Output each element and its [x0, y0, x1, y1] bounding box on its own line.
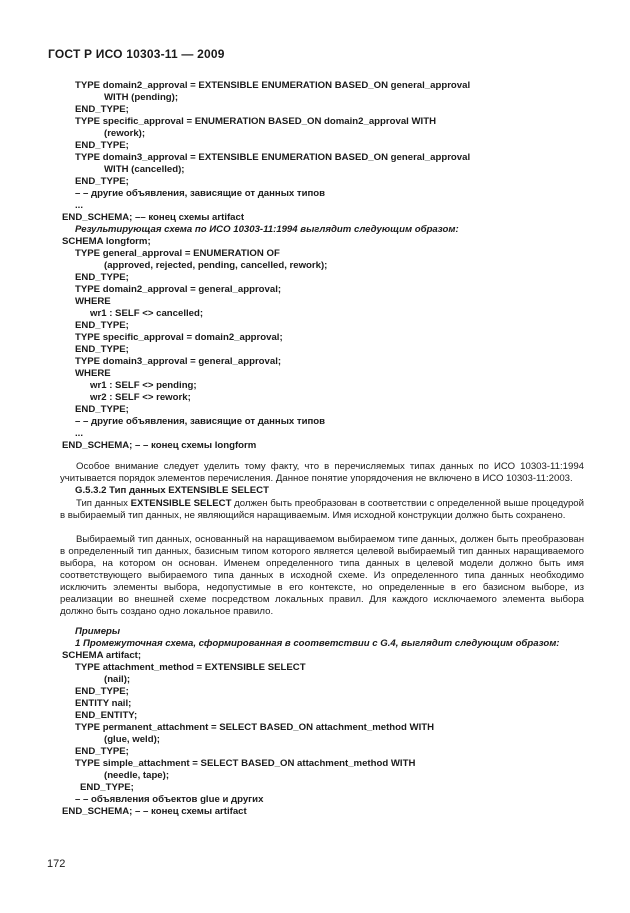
caption: Результирующая схема по ИСО 10303-11:1994 выглядит следующим образом:	[75, 224, 459, 235]
code-line: END_TYPE;	[75, 686, 129, 697]
code-line: END_TYPE;	[80, 782, 134, 793]
code-line: TYPE specific_approval = domain2_approval;	[75, 332, 283, 343]
code-line: (glue, weld);	[104, 734, 160, 745]
code-line: END_TYPE;	[75, 320, 129, 331]
paragraph-text: Особое внимание следует уделить тому факту, что в перечисляемых типах данных по ИСО 10303-11:1994 учитывается порядок элементов перечисления. Данное понятие упорядочения не включено в ИСО 10303-11:2003.	[60, 461, 584, 484]
code-line: TYPE simple_attachment = SELECT BASED_ON attachment_method WITH	[75, 758, 416, 769]
section-heading: G.5.3.2 Тип данных EXTENSIBLE SELECT	[75, 485, 269, 496]
paragraph-text: Выбираемый тип данных, основанный на наращиваемом выбираемом типе данных, должен быть преобразован в определенный тип данных, базисным типом которого является целевой выбираемый тип данных наращиваемого выбора, на котором он основан. Именем определенного типа данных в целевой модели должно быть имя соответствующего выбираемого типа данных в исходной схеме. Из определенного типа данных необходимо исключить элементы выбора, недопустимые в его контексте, но определенные в его базисном выборе, из реализации во внешней схеме посредством локальных правил. Для каждого исключаемого элемента выбора должно быть создано одно локальное правило.	[60, 534, 584, 617]
code-line: – – другие объявления, зависящие от данных типов	[75, 416, 326, 427]
code-line: (rework);	[104, 128, 146, 139]
code-line: WITH (pending);	[104, 92, 179, 103]
code-line: SCHEMA artifact;	[62, 650, 142, 661]
code-line: wr1 : SELF <> pending;	[90, 380, 197, 391]
code-line: END_TYPE;	[75, 344, 129, 355]
page-number: 172	[47, 858, 66, 870]
code-line: (nail);	[104, 674, 131, 685]
paragraph	[60, 461, 584, 485]
code-line: – – другие объявления, зависящие от данных типов	[75, 188, 326, 199]
paragraph	[60, 534, 584, 618]
code-line: TYPE attachment_method = EXTENSIBLE SELECT	[75, 662, 306, 673]
example-caption: 1 Промежуточная схема, сформированная в соответствии с G.4, выглядит следующим образом:	[75, 638, 560, 649]
code-line: SCHEMA longform;	[62, 236, 151, 247]
examples-heading: Примеры	[75, 626, 121, 637]
paragraph-text: должен быть преобразован в соответствии с определенной выше процедурой в выбираемый тип данных, не являющийся наращиваемым. Имя исходной конструкции должно быть сохранено.	[60, 498, 584, 521]
code-line: ...	[75, 428, 83, 439]
code-line: ENTITY nail;	[75, 698, 132, 709]
code-line: END_TYPE;	[75, 176, 129, 187]
paragraph-text: Тип данных	[76, 498, 131, 509]
code-line: END_TYPE;	[75, 272, 129, 283]
code-line: END_TYPE;	[75, 140, 129, 151]
code-line: END_TYPE;	[75, 746, 129, 757]
code-line: END_SCHEMA; – – конец схемы artifact	[62, 806, 247, 817]
code-line: WHERE	[75, 296, 111, 307]
code-line: TYPE domain3_approval = general_approval;	[75, 356, 282, 367]
code-line: END_TYPE;	[75, 404, 129, 415]
code-line: TYPE domain2_approval = general_approval;	[75, 284, 282, 295]
code-line: TYPE specific_approval = ENUMERATION BASED_ON domain2_approval WITH	[75, 116, 436, 127]
paragraph-keyword: EXTENSIBLE SELECT	[130, 498, 232, 509]
code-line: TYPE domain2_approval = EXTENSIBLE ENUMERATION BASED_ON general_approval	[75, 80, 471, 91]
code-line: – – объявления объектов glue и других	[75, 794, 264, 805]
code-line: END_ENTITY;	[75, 710, 138, 721]
code-line: wr2 : SELF <> rework;	[90, 392, 191, 403]
paragraph	[60, 498, 584, 522]
code-line: TYPE general_approval = ENUMERATION OF	[75, 248, 280, 259]
page-header: ГОСТ Р ИСО 10303-11 — 2009	[48, 47, 225, 61]
code-line: (needle, tape);	[104, 770, 170, 781]
code-line: (approved, rejected, pending, cancelled, rework);	[104, 260, 328, 271]
code-line: WITH (cancelled);	[104, 164, 185, 175]
code-line: END_SCHEMA; – – конец схемы longform	[62, 440, 257, 451]
code-line: WHERE	[75, 368, 111, 379]
code-line: END_SCHEMA; –– конец схемы artifact	[62, 212, 245, 223]
code-line: TYPE domain3_approval = EXTENSIBLE ENUMERATION BASED_ON general_approval	[75, 152, 471, 163]
code-line: wr1 : SELF <> cancelled;	[90, 308, 204, 319]
code-line: TYPE permanent_attachment = SELECT BASED_ON attachment_method WITH	[75, 722, 435, 733]
code-line: ...	[75, 200, 83, 211]
code-line: END_TYPE;	[75, 104, 129, 115]
